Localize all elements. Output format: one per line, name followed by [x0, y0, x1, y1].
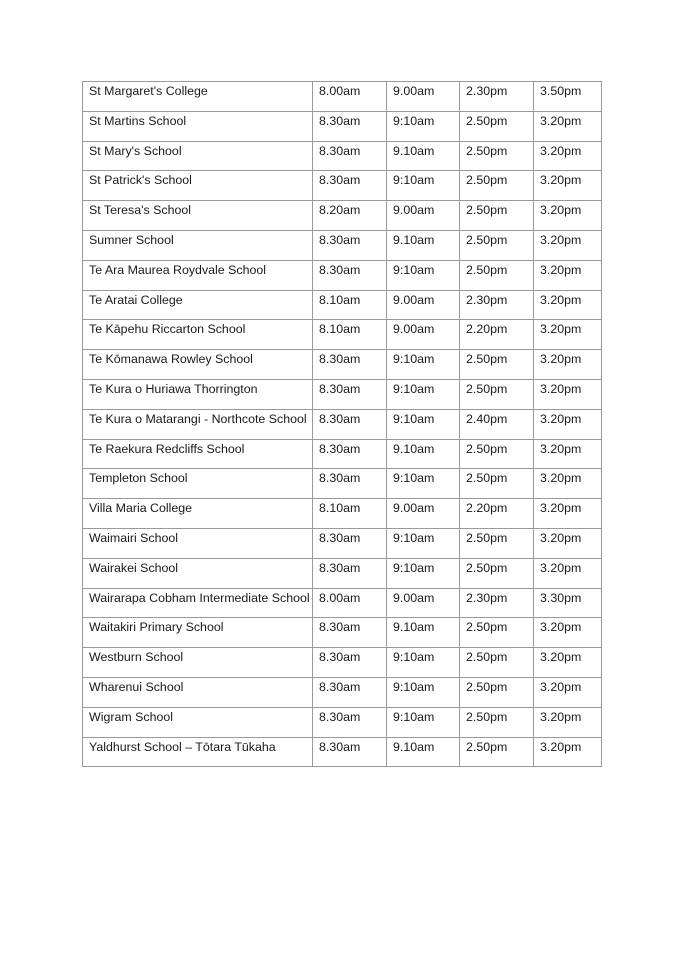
time-cell-3: 2.50pm: [460, 111, 534, 141]
time-cell-3: 2.20pm: [460, 320, 534, 350]
time-cell-4: 3.20pm: [534, 618, 602, 648]
table-row: [83, 528, 602, 558]
table-row: [83, 171, 602, 201]
school-name-cell: Te Ara Maurea Roydvale School: [83, 260, 313, 290]
time-cell-4: 3.30pm: [534, 588, 602, 618]
school-name-cell: Villa Maria College: [83, 499, 313, 529]
time-cell-2: 9.10am: [387, 439, 460, 469]
school-name-cell: St Patrick's School: [83, 171, 313, 201]
table-row: [83, 618, 602, 648]
time-cell-1: 8.30am: [313, 260, 387, 290]
school-times-table: [82, 81, 602, 767]
time-cell-1: 8.30am: [313, 379, 387, 409]
school-name-cell: Te Kura o Huriawa Thorrington: [83, 379, 313, 409]
time-cell-2: 9.10am: [387, 618, 460, 648]
table-row: [83, 469, 602, 499]
table-row: [83, 320, 602, 350]
table-row: [83, 737, 602, 767]
time-cell-4: 3.20pm: [534, 379, 602, 409]
school-name-cell: Waimairi School: [83, 528, 313, 558]
table-row: [83, 141, 602, 171]
time-cell-1: 8.30am: [313, 737, 387, 767]
time-cell-4: 3.20pm: [534, 707, 602, 737]
school-name-cell: Westburn School: [83, 648, 313, 678]
time-cell-1: 8.30am: [313, 171, 387, 201]
time-cell-2: 9:10am: [387, 677, 460, 707]
time-cell-3: 2.30pm: [460, 82, 534, 112]
time-cell-1: 8.30am: [313, 439, 387, 469]
time-cell-1: 8.00am: [313, 588, 387, 618]
time-cell-4: 3.20pm: [534, 469, 602, 499]
time-cell-2: 9:10am: [387, 379, 460, 409]
time-cell-1: 8.30am: [313, 558, 387, 588]
time-cell-4: 3.20pm: [534, 230, 602, 260]
school-name-cell: Te Kōmanawa Rowley School: [83, 350, 313, 380]
time-cell-2: 9:10am: [387, 171, 460, 201]
time-cell-4: 3.20pm: [534, 111, 602, 141]
time-cell-2: 9:10am: [387, 528, 460, 558]
time-cell-2: 9.00am: [387, 82, 460, 112]
school-name-cell: St Margaret's College: [83, 82, 313, 112]
time-cell-4: 3.20pm: [534, 201, 602, 231]
table-row: [83, 290, 602, 320]
time-cell-3: 2.50pm: [460, 350, 534, 380]
time-cell-4: 3.20pm: [534, 350, 602, 380]
school-name-cell: St Martins School: [83, 111, 313, 141]
table-row: [83, 350, 602, 380]
time-cell-1: 8.20am: [313, 201, 387, 231]
time-cell-1: 8.30am: [313, 707, 387, 737]
time-cell-4: 3.20pm: [534, 439, 602, 469]
school-name-cell: Wairakei School: [83, 558, 313, 588]
time-cell-1: 8.30am: [313, 677, 387, 707]
time-cell-1: 8.30am: [313, 528, 387, 558]
time-cell-1: 8.30am: [313, 350, 387, 380]
time-cell-4: 3.20pm: [534, 499, 602, 529]
table-row: [83, 588, 602, 618]
table-row: [83, 230, 602, 260]
table-body: [83, 82, 602, 767]
time-cell-4: 3.20pm: [534, 141, 602, 171]
time-cell-2: 9:10am: [387, 260, 460, 290]
time-cell-1: 8.30am: [313, 141, 387, 171]
school-name-cell: Te Kura o Matarangi - Northcote School: [83, 409, 313, 439]
time-cell-3: 2.30pm: [460, 588, 534, 618]
school-name-cell: Templeton School: [83, 469, 313, 499]
table-row: [83, 707, 602, 737]
time-cell-2: 9:10am: [387, 350, 460, 380]
time-cell-2: 9.00am: [387, 588, 460, 618]
time-cell-1: 8.10am: [313, 320, 387, 350]
table-row: [83, 111, 602, 141]
time-cell-3: 2.40pm: [460, 409, 534, 439]
time-cell-1: 8.30am: [313, 230, 387, 260]
time-cell-2: 9.00am: [387, 499, 460, 529]
school-name-cell: Wairarapa Cobham Intermediate School: [83, 588, 313, 618]
time-cell-1: 8.00am: [313, 82, 387, 112]
table-row: [83, 82, 602, 112]
school-name-cell: Sumner School: [83, 230, 313, 260]
time-cell-4: 3.20pm: [534, 558, 602, 588]
school-name-cell: St Teresa's School: [83, 201, 313, 231]
time-cell-3: 2.50pm: [460, 528, 534, 558]
time-cell-2: 9:10am: [387, 409, 460, 439]
time-cell-3: 2.20pm: [460, 499, 534, 529]
time-cell-1: 8.30am: [313, 111, 387, 141]
table-row: [83, 409, 602, 439]
time-cell-3: 2.50pm: [460, 260, 534, 290]
time-cell-4: 3.20pm: [534, 260, 602, 290]
time-cell-2: 9.10am: [387, 737, 460, 767]
time-cell-2: 9.00am: [387, 201, 460, 231]
school-name-cell: Wharenui School: [83, 677, 313, 707]
time-cell-2: 9:10am: [387, 469, 460, 499]
time-cell-3: 2.50pm: [460, 201, 534, 231]
time-cell-2: 9:10am: [387, 111, 460, 141]
school-name-cell: Te Aratai College: [83, 290, 313, 320]
time-cell-3: 2.50pm: [460, 648, 534, 678]
table-row: [83, 260, 602, 290]
time-cell-4: 3.20pm: [534, 409, 602, 439]
school-name-cell: Yaldhurst School – Tōtara Tūkaha: [83, 737, 313, 767]
time-cell-3: 2.50pm: [460, 677, 534, 707]
school-name-cell: St Mary's School: [83, 141, 313, 171]
time-cell-3: 2.50pm: [460, 230, 534, 260]
time-cell-4: 3.20pm: [534, 677, 602, 707]
school-name-cell: Te Kāpehu Riccarton School: [83, 320, 313, 350]
time-cell-4: 3.20pm: [534, 290, 602, 320]
time-cell-3: 2.50pm: [460, 171, 534, 201]
time-cell-4: 3.20pm: [534, 648, 602, 678]
time-cell-2: 9.10am: [387, 141, 460, 171]
time-cell-2: 9:10am: [387, 648, 460, 678]
time-cell-4: 3.20pm: [534, 171, 602, 201]
time-cell-3: 2.50pm: [460, 141, 534, 171]
table-row: [83, 379, 602, 409]
time-cell-2: 9.00am: [387, 290, 460, 320]
table-row: [83, 499, 602, 529]
school-name-cell: Waitakiri Primary School: [83, 618, 313, 648]
time-cell-1: 8.10am: [313, 499, 387, 529]
time-cell-4: 3.20pm: [534, 737, 602, 767]
time-cell-4: 3.20pm: [534, 320, 602, 350]
table-row: [83, 201, 602, 231]
time-cell-3: 2.50pm: [460, 618, 534, 648]
time-cell-1: 8.30am: [313, 469, 387, 499]
time-cell-2: 9.00am: [387, 320, 460, 350]
table-row: [83, 648, 602, 678]
time-cell-3: 2.50pm: [460, 439, 534, 469]
time-cell-2: 9.10am: [387, 230, 460, 260]
school-name-cell: Wigram School: [83, 707, 313, 737]
time-cell-2: 9:10am: [387, 707, 460, 737]
time-cell-1: 8.30am: [313, 409, 387, 439]
time-cell-3: 2.30pm: [460, 290, 534, 320]
time-cell-4: 3.20pm: [534, 528, 602, 558]
time-cell-4: 3.50pm: [534, 82, 602, 112]
table-row: [83, 677, 602, 707]
table-row: [83, 439, 602, 469]
time-cell-3: 2.50pm: [460, 737, 534, 767]
time-cell-2: 9:10am: [387, 558, 460, 588]
time-cell-3: 2.50pm: [460, 558, 534, 588]
time-cell-1: 8.10am: [313, 290, 387, 320]
time-cell-3: 2.50pm: [460, 469, 534, 499]
time-cell-3: 2.50pm: [460, 379, 534, 409]
time-cell-1: 8.30am: [313, 648, 387, 678]
time-cell-3: 2.50pm: [460, 707, 534, 737]
time-cell-1: 8.30am: [313, 618, 387, 648]
school-name-cell: Te Raekura Redcliffs School: [83, 439, 313, 469]
table-row: [83, 558, 602, 588]
